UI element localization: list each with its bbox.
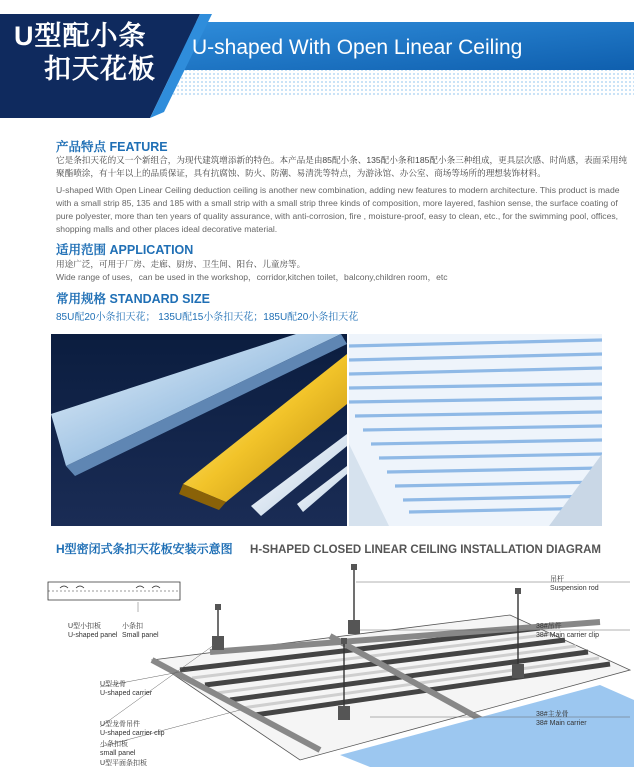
product-photo-panels <box>51 334 347 526</box>
diagram-heading-cn: H型密闭式条扣天花板安装示意图 <box>56 542 233 556</box>
label-small-en: small panel <box>100 750 136 757</box>
header-title-cn-line2: 扣天花板 <box>44 54 156 84</box>
feature-heading <box>56 137 168 155</box>
label-rod-cn: 吊杆 <box>550 576 564 583</box>
feature-heading-en: FEATURE <box>109 140 168 154</box>
label-main-clip-cn: 38#吊件 <box>536 623 562 630</box>
label-u-carrier-clip-cn: U型龙骨吊件 <box>100 721 141 728</box>
standard-heading <box>56 289 210 307</box>
application-heading-cn: 适用范围 <box>56 243 107 257</box>
diagram-heading <box>56 540 601 557</box>
label-u-carrier-cn: U型龙骨 <box>100 681 127 688</box>
label-main-clip <box>536 622 599 640</box>
label-small-panel-cn: 小条扣 <box>122 623 143 630</box>
application-text-cn: 用途广泛，可用于厂房、走廊、厨房、卫生间、阳台、儿童房等。 <box>56 259 306 269</box>
header-title-en: U-shaped With Open Linear Ceiling <box>192 36 523 59</box>
header-banner <box>0 0 634 118</box>
label-suspension-rod <box>550 575 599 593</box>
application-heading-en: APPLICATION <box>109 243 194 257</box>
label-u-panel-en: U-shaped panel <box>68 632 118 639</box>
label-u-panel-cn: U型小扣板 <box>68 623 102 630</box>
feature-text-cn: 它是条扣天花的又一个新组合，为现代建筑增添新的特色。本产品是由85配小条、135配小条和185配小条三种组成，更具层次感、时尚感，表面采用纯聚酯喷涂，有十年以上的品质保证，具有抗腐蚀、防火、防潮、易清洗等特点，为游泳馆、办公室、商场等场所的理想装饰材料。 <box>56 155 628 178</box>
label-u-carrier-clip-en: U-shaped carrier clip <box>100 730 165 737</box>
label-small-panel-en: Small panel <box>122 632 159 639</box>
label-u-carrier <box>100 680 152 698</box>
label-small-cn: 小条扣板 <box>100 741 128 748</box>
label-main-clip-en: 38# Main carrier clip <box>536 632 600 639</box>
label-small-panel <box>122 622 159 640</box>
installation-diagram <box>40 560 634 767</box>
standard-heading-cn: 常用规格 <box>56 292 107 306</box>
standard-sizes: 85U配20小条扣天花； 135U配15小条扣天花；185U配20小条扣天花 <box>56 312 359 323</box>
label-small-strip <box>100 740 135 758</box>
feature-heading-cn: 产品特点 <box>56 140 107 154</box>
label-u-carrier-en: U-shaped carrier <box>100 690 153 697</box>
ceiling-installation-photo <box>349 334 602 526</box>
header-title-cn <box>14 20 174 86</box>
application-heading <box>56 240 193 258</box>
application-text-en: Wide range of uses，can be used in the workshop，corridor,kitchen toilet，balcony,children room，etc <box>56 272 448 282</box>
label-main-carrier-cn: 38#主龙骨 <box>536 711 569 718</box>
header-title-cn-line1: U型配小条 <box>14 21 147 51</box>
label-rod-en: Suspension rod <box>550 585 599 592</box>
feature-text-en: U-shaped With Open Linear Ceiling deduction ceiling is another new combination, adding new features to modern architecture. This product is made with a small strip 85, 135 and 185 with a small strip with a small strip three kinds of composition, more layered, fashion sense, the surface coating of pure polyester, more than ten years of quality assurance, with anti-corrosion, fire , moisture-proof, easy to clean, etc., for the swimming pool, offices, shopping malls and other places ideal decorative material. <box>56 185 620 234</box>
label-bottom: U型平面条扣板 <box>100 760 148 767</box>
label-main-carrier-en: 38# Main carrier <box>536 720 587 727</box>
standard-heading-en: STANDARD SIZE <box>109 292 210 306</box>
label-u-carrier-clip <box>100 720 165 738</box>
label-main-carrier <box>536 710 587 728</box>
diagram-heading-en: H-SHAPED CLOSED LINEAR CEILING INSTALLATION DIAGRAM <box>250 544 601 556</box>
label-u-panel <box>68 622 117 640</box>
